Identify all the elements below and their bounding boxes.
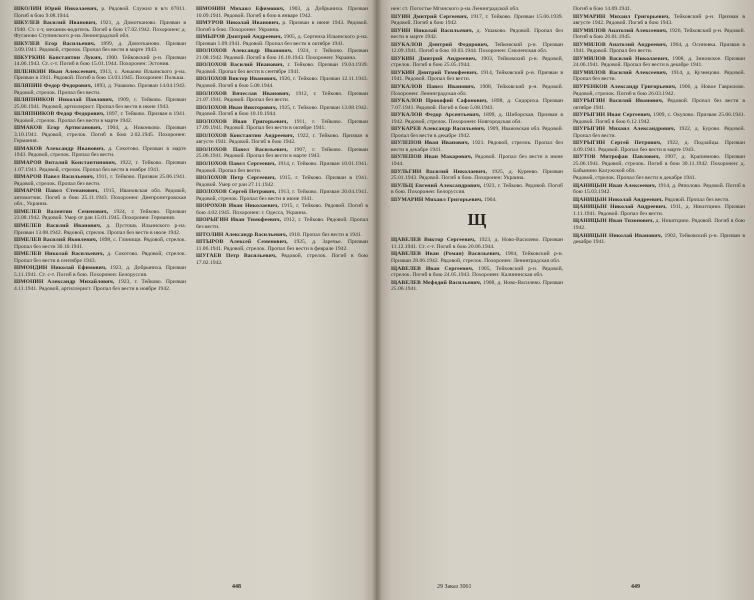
record-name: ШУЛЕПОВ Иван Иванович, (391, 140, 470, 147)
record-text: 1909, с. Окулово. Призван 25.06.1941. Рядовой. Погиб в бою 6.12.1942. (573, 112, 745, 125)
record-name: ШЛЯПНИКОВ Николай Павлович, (14, 97, 114, 104)
record-text: 1903, д. Добрыниха. Призван 10.09.1941. Рядовой. Погиб в бою в январе 1942. (196, 6, 369, 19)
record-entry (14, 174, 186, 187)
record-entry (14, 160, 186, 173)
record-text: 1911, д. Никитцино. Призван 1.11.1941. Рядовой. Пропал без вести. (573, 204, 745, 217)
book-gutter (372, 0, 382, 600)
record-name: ШУМИЛОВ Василий Алексеевич, (573, 69, 668, 76)
record-entry (391, 251, 563, 264)
record-name: ШУЛЬЦ Евгений Александрович, (391, 182, 482, 189)
record-entry (573, 14, 745, 27)
record-name: ЩАВЕЛЕВ Иван (Роман) Васильевич, (391, 251, 501, 258)
record-entry (391, 169, 563, 182)
record-name: ШУМАРИН Михаил Григорьевич, (391, 196, 483, 203)
record-name: ШУРЫГИН Василий Иванович, (573, 98, 664, 105)
record-entry (573, 140, 745, 153)
record-name: ШМЕЛЕВ Василий Иванович, (14, 222, 102, 229)
record-name: ЩАНИЦЫН Николай Иванович, (573, 232, 663, 239)
record-entry (14, 146, 186, 159)
record-entry (196, 91, 368, 104)
record-name: ШУРЫГИН Сергей Петрович, (573, 140, 662, 147)
record-name: ШОЛОХОВ Василий Иванович, (196, 62, 285, 69)
record-text: 1905, д. Сергеиха Ильинского р-на. Призван 1.09.1941. Рядовой. Пропал без вести в октябре 1941. (196, 34, 368, 47)
record-entry (14, 125, 186, 145)
record-entry (391, 28, 563, 41)
record-name: ШКУЛЕВ Василий Иванович, (14, 20, 97, 27)
record-text: 1924, г. Тейково. Призван 21.08.1942. Рядовой. Погиб в бою 16.10.1943. Похоронен: Украина. (196, 48, 369, 61)
record-entry (196, 175, 368, 188)
record-text: 1915, Ивановская обл. Рядовой, автоматчик. Погиб в бою 25.11.1943. Похоронен: Днепропетровская обл., Украина. (14, 188, 187, 208)
record-entry (196, 239, 368, 252)
record-entry (14, 111, 186, 124)
record-entry (573, 56, 745, 69)
record-text: 1904, д. Никонково. Призван 3.10.1941. Рядовой, стрелок. Погиб в бою 2.02.1945. Похоронен: Германия. (14, 125, 186, 145)
record-entry (573, 6, 745, 13)
record-name: ШМЫРОВ Дмитрий Андреевич, (196, 34, 283, 41)
record-text: 1926, Тейковский р-н. Рядовой. Погиб в бою 26.01.1945. (573, 27, 745, 41)
record-entry (391, 140, 563, 153)
record-text: 1897, г. Тейково. Призван в 1941. Рядовой, стрелок. Пропал без вести в марте 1942. (14, 111, 186, 124)
record-text: 1923, д. Добрыниха. Призван 5.11.1941. Ст. с-т. Погиб в бою. Похоронен: Белоруссия. (14, 265, 186, 278)
record-entry (14, 20, 186, 40)
record-name: ШМЕЛЕВ Николай Васильевич, (14, 251, 105, 258)
record-name: ШМОНИН Михаил Ефимович, (196, 6, 285, 12)
record-text: 1898, с. Глинищи. Рядовой, стрелок. Пропал без вести 30.10.1941. (14, 237, 186, 250)
record-entry (14, 279, 186, 292)
record-entry (391, 6, 563, 13)
page-number: 448 (232, 584, 241, 590)
record-text: д. Пустошь Ильинского р-на. Призван 13.08.1942. Рядовой, стрелок. Пропал без вести в июле 1942. (14, 222, 186, 236)
record-entry (14, 69, 186, 82)
record-text: Рядовой. Пропал без вести в июне 1944. (391, 154, 563, 168)
record-name: ШУРЫГИН Иван Сергеевич, (573, 112, 652, 119)
record-entry (391, 126, 563, 139)
record-text: Рядовой. Пропал без вести. (664, 196, 730, 203)
record-name: ШУМИЛОВ Анатолий Андреевич, (573, 41, 668, 48)
record-entry (14, 6, 186, 19)
record-entry (573, 183, 745, 196)
record-entry (14, 97, 186, 110)
record-entry (573, 126, 745, 139)
record-text: 1922, д. Подзайцы. Призван 4.09.1941. Рядовой. Пропал без вести в марте 1943. (573, 140, 745, 153)
record-name: ШОЛОХОВ Петр Сергеевич, (196, 175, 276, 182)
record-entry (14, 223, 186, 236)
record-entry (14, 237, 186, 250)
record-text: 1908, д. Ново-Василево. Призван 25.06.1941. (391, 279, 563, 293)
record-text: 1904, Тейковский р-н. Призван 28.06.1942. Рядовой, стрелок. Похоронен: Ленинградская обл. (391, 251, 563, 264)
record-name: ШУМИЛОВ Анатолий Алексеевич, (573, 27, 668, 34)
record-name: ШТЫРОВ Алексей Семенович, (196, 239, 288, 246)
record-name: ШУТОВ Митрофан Павлович, (573, 154, 661, 161)
record-name: ШОРЫГИН Иван Тимофеевич, (196, 217, 282, 224)
record-entry (196, 34, 368, 47)
record-name: ШУГАЕВ Петр Васильевич, (196, 253, 277, 260)
record-name: ШМУРОВ Николай Иванович, (196, 20, 280, 27)
record-entry (196, 119, 368, 132)
record-text: 1898, д. Сидориха. Призван 7.07.1941. Рядовой. Погиб в бою 5.08.1943. (391, 98, 564, 111)
record-entry (196, 62, 368, 75)
record-text: 1922, г. Тейково. Призван 1.07.1941. Рядовой, стрелок. Пропал без вести в ноябре 1941. (14, 160, 186, 173)
record-text: д. Сокотово. Рядовой, стрелок. Пропал без вести в сентябре 1943. (14, 251, 186, 264)
record-text: 1921, д. Домотканово. Призван в 1940. Ст. с-т, механик-водитель. Погиб в бою 17.02.1942. Похоронен: д. Фуганово Ступинского р-на Ленинградской обл. (14, 20, 186, 40)
record-name: ШЛЯПИН Федор Федорович, (14, 83, 93, 90)
record-entry (573, 28, 745, 41)
record-entry (391, 183, 563, 196)
record-entry (14, 188, 186, 208)
record-text: 1914, д. Кузнецово. Рядовой. Пропал без вести. (573, 69, 745, 83)
record-name: ШУЛЕПОВ Иван Макарович, (391, 154, 473, 161)
record-text: 1908, Тейковский р-н. Рядовой. Похоронен: Ленинградская обл. (391, 84, 563, 97)
record-entry (14, 209, 186, 222)
record-entry (573, 84, 745, 97)
record-text: Рядовой, стрелок. Пропал без вести в декабре 1941. (573, 175, 697, 182)
record-name: ШМАРОВ Виталий Константинович, (14, 160, 117, 167)
record-name: ШУИН Дмитрий Сергеевич, (391, 13, 469, 20)
record-text: Рядовой. Пропал без вести в октябре 1941. (573, 98, 745, 111)
record-name: ШУКИН Дмитрий Тимофеевич, (391, 69, 478, 76)
record-text: Тейковский р-н. Призван 12.09.1941. Погиб в бою 10.03.1944. Похоронен: Смоленская обл. (391, 41, 563, 55)
record-name: ШМАКОВ Александр Иванович, (14, 145, 105, 152)
record-text: 1900. Тейковский р-н. Призван 14.06.1943. Ст. с-т. Погиб в бою 15.01.1944. Похоронен: Эстония. (14, 54, 186, 68)
record-name: ШОЛОХОВ Константин Андреевич, (196, 132, 295, 139)
record-text: Тейковский р-н. Призван в августе 1942. Рядовой. Погиб в бою 1943. (573, 13, 746, 27)
record-text: 1925, д. Заречье. Призван 11.06.1941. Рядовой, стрелок. Пропал без вести в феврале 1942. (196, 239, 368, 252)
record-name: ЩАНИЦЫН Иван Тихонович, (573, 218, 654, 225)
record-text: 1922, д. Бурово. Рядовой. Пропал без вести. (573, 126, 745, 139)
record-entry (391, 98, 563, 111)
record-text: 1922, г. Тейково. Призван в августе 1941. Рядовой. Погиб в бою 1942. (196, 132, 368, 146)
record-text: 1905, Тейковский р-н. Рядовой, стрелок. Погиб в бою 24.05.1943. Похоронен: Калининская обл. (391, 265, 563, 279)
record-name: ШОЛОХОВ Иван Григорьевич, (196, 118, 288, 125)
record-text: 1899, д. Шиборская. Призван в 1942. Рядовой, стрелок. Похоронен: Новгородская обл. (391, 112, 564, 125)
print-order-note: 29 Заказ 3061 (437, 584, 472, 590)
record-text: 1913, г. Тейково. Призван 20.04.1941. Рядовой, стрелок. Пропал без вести в июне 1941. (196, 189, 368, 202)
record-text: 1915, г. Тейково. Призван в 1941. Рядовой. Умер от ран 27.11.1942. (196, 175, 368, 188)
record-name: ШОРОХОВ Иван Николаевич, (196, 203, 279, 210)
record-name: ШМАКОВ Егор Артюганович, (14, 125, 102, 132)
record-entry (573, 175, 745, 182)
record-name: ШОЛОХОВ Павел Сергеевич, (196, 161, 276, 168)
record-entry (573, 154, 745, 174)
record-text: д. Никитцино. Рядовой. Погиб в бою 1942. (573, 218, 745, 231)
record-text: 1913, с. Аньково Ильинского р-на. Призван в 1941. Рядовой. Погиб в бою 13.03.1945. Похоронен: Польша. (14, 68, 187, 82)
record-name: ЩАВЕЛЕВ Мефодий Васильевич, (391, 279, 482, 286)
record-text: 1923, д. Ново-Василево. Призван 11.12.1941. Ст. с-т. Погиб в бою 20.06.1944. (391, 237, 563, 250)
record-name: ШОЛОХОВ Иван Викторович, (196, 104, 278, 111)
record-entry (196, 133, 368, 146)
record-name: ШУЛЬГИН Василий Николаевич, (391, 168, 488, 175)
record-entry (196, 161, 368, 174)
record-text: 1909, Ивановская обл. Рядовой. Пропал без вести в декабре 1942. (391, 126, 563, 139)
record-entry (391, 56, 563, 69)
record-name: ШУКАЛОВ Павел Иванович, (391, 84, 476, 91)
record-text: 1893, д. Ушаково. Призван 14.04.1943. Рядовой, стрелок. Пропал без вести. (14, 83, 186, 96)
record-entry (196, 76, 368, 89)
record-text: 1921. Рядовой, стрелок. Пропал без вести в декабре 1941. (391, 140, 563, 153)
record-name: ШМАРОВ Павел Степанович, (14, 188, 100, 195)
record-text: 1923, г. Тейково. Рядовой. Погиб в бою. Похоронен: Белоруссия. (391, 182, 564, 196)
right-page-column-1 (391, 6, 563, 294)
record-name: ШУРЫГИН Михаил Александрович, (573, 126, 676, 133)
record-entry (573, 42, 745, 55)
record-text: 1911, г. Тейково. Призван 25.06.1941. Рядовой, стрелок. Пропал без вести. (14, 174, 186, 187)
record-name: ШКУЛЕВ Егор Васильевич, (14, 40, 96, 47)
right-page (377, 0, 754, 600)
record-text: Погиб в бою 14.09.1941. (573, 6, 632, 12)
record-name: ШЛЯПНИКОВ Федор Федорович, (14, 111, 105, 118)
record-text: 1903, Тейковский р-н. Рядовой, стрелок. Погиб в бою 25.05.1944. (391, 55, 563, 69)
record-entry (14, 55, 186, 68)
record-entry (391, 197, 563, 204)
record-entry (573, 233, 745, 246)
record-text: 1912, г. Тейково. Призван 21.07.1941. Рядовой. Пропал без вести. (196, 90, 368, 104)
record-entry (391, 70, 563, 83)
page-number: 449 (631, 584, 640, 590)
record-name: ШТОЛИН Александр Васильевич, (196, 231, 288, 238)
record-name: ЩАНИЦЫН Иван Алексеевич, (573, 182, 657, 189)
record-name: ШУКАЛОВ Прокофий Сафонович, (391, 98, 488, 105)
record-name: ШОЛОХОВ Павел Васильевич, (196, 146, 288, 153)
record-text: р. Призван в июне 1943. Рядовой. Погиб в бою. Похоронен: Украина. (196, 20, 368, 33)
record-text: 1902, Тейковский р-н. Призван в декабре 1941. (573, 232, 746, 246)
record-text: нен: ст. Погостье Мгинского р-на Ленинградской обл. (391, 6, 520, 12)
record-name: ЩАНИЦЫН Николай Андреевич, (573, 196, 664, 203)
record-name: ЩАНИЦЫН Николай Андреевич, (573, 204, 667, 211)
record-text: 1918. Пропал без вести в 1941. (288, 231, 363, 238)
record-entry (14, 41, 186, 54)
record-text: 1907, г. Тейково. Призван 25.06.1941. Рядовой. Пропал без вести в марте 1943. (196, 146, 368, 160)
record-entry (391, 280, 563, 293)
record-name: ШМОНДИН Николай Ефимович, (14, 265, 107, 272)
record-entry (391, 237, 563, 250)
record-entry (391, 266, 563, 279)
record-text: 1908, д. Зиновское. Призван 24.06.1941. Рядовой. Пропал без вести в декабре 1941. (573, 55, 746, 69)
record-text: 1912, г. Тейково. Рядовой. Пропал без вести. (196, 217, 368, 230)
record-text: 1925, г. Тейково. Призван 13.08.1942. Рядовой. Погиб в бою 10.10.1944. (196, 104, 368, 118)
record-name: ШКУРКИН Константин Лукич, (14, 54, 103, 61)
right-page-column-2 (573, 6, 745, 247)
record-entry (196, 105, 368, 118)
record-name: ШУКИН Дмитрий Андреевич, (391, 55, 477, 62)
record-entry (196, 20, 368, 33)
record-name: ШУРЕНКОВ Александр Григорьевич, (573, 84, 677, 91)
record-text: 1904, д. Осиновка. Призван в 1941. Рядовой. Пропал без вести. (573, 41, 745, 55)
record-entry (573, 112, 745, 125)
record-text: д. Ушаково. Рядовой. Пропал без вести в марте 1942. (391, 27, 563, 41)
record-entry (196, 6, 368, 19)
record-name: ШМОНИН Александр Михайлович, (14, 279, 115, 286)
record-entry (391, 14, 563, 27)
record-text: 1914, г. Тейково. Призван 10.01.1941. Рядовой. Пропал без вести. (196, 161, 368, 174)
record-name: ЩАВЕЛЕВ Виктор Сергеевич, (391, 237, 476, 244)
record-name: ШМЕЛЕВ Валентин Семенович, (14, 208, 109, 215)
left-page-column-1 (14, 6, 186, 293)
record-name: ШУИН Николай Васильевич, (391, 27, 474, 34)
record-name: ШКОЛИН Юрий Николаевич, (14, 6, 99, 12)
record-entry (391, 42, 563, 55)
record-text: 1925, д. Куреево. Призван 25.01.1943. Рядовой. Погиб в бою. Похоронен: Украина. (391, 168, 563, 182)
record-text: г. Тейково. Призван 19.04.1939. Рядовой. Пропал без вести в сентябре 1941. (196, 62, 368, 75)
record-entry (196, 232, 368, 239)
record-entry (573, 218, 745, 231)
record-text: 1899, д. Домотканово. Призван 3.09.1941. Рядовой, стрелок. Пропал без вести в марте 1943. (14, 40, 186, 54)
record-name: ШУМАРИН Михаил Григорьевич, (573, 13, 670, 20)
record-name: ШОЛОХОВ Александр Иванович, (196, 48, 293, 55)
record-name: ШУМИЛОВ Василий Николаевич, (573, 55, 669, 62)
record-name: ШОЛОХОВ Вячеслав Иванович, (196, 90, 291, 97)
record-entry (391, 112, 563, 125)
record-name: ШУКАРЕВ Александр Васильевич, (391, 126, 486, 133)
record-text: 1907, д. Крапивново. Призван 25.06.1941. Рядовой, стрелок. Погиб в бою 30.11.1942. Похоронен: д. Бабынино Калужской обл. (573, 154, 745, 174)
record-entry (573, 98, 745, 111)
record-entry (14, 265, 186, 278)
left-page-column-2 (196, 6, 368, 267)
record-text: 1911, г. Тейково. Призван 17.09.1941. Рядовой. Пропал без вести в октябре 1941. (196, 118, 368, 132)
record-entry (196, 253, 368, 266)
record-text: 1904. (484, 196, 497, 203)
record-text: р. Рядовой. Служил в в/ч 07011. Погиб в бою 9.08.1944. (14, 6, 186, 19)
record-text: 1914, Тейковский р-н. Призван в 1941. Рядовой. Пропал без вести. (391, 69, 563, 83)
record-text: 1917, г. Тейково. Призван 15.06.1939. Рядовой. Погиб в бою 1942. (391, 13, 564, 27)
record-text: Рядовой, стрелок. Погиб в бою 17.02.1942. (196, 253, 369, 266)
record-text: 1914, д. Ряполово. Рядовой. Погиб в бою 15.03.1942. (573, 182, 745, 196)
record-text: д. Сокотово. Призван в марте 1943. Рядовой, стрелок. Пропал без вести. (14, 145, 186, 159)
record-name: ШУКАЛОВ Дмитрий Федорович, (391, 41, 489, 48)
record-entry (196, 217, 368, 230)
record-text: 1915, г. Тейково. Рядовой. Погиб в бою 4.02.1945. Похоронен: г. Одесса, Украина. (196, 203, 368, 216)
record-text: 1906, д. Новое Гаврилово. Рядовой, стрелок. Погиб в бою 26.03.1942. (573, 84, 745, 97)
record-entry (391, 84, 563, 97)
record-entry (14, 251, 186, 264)
record-entry (573, 197, 745, 204)
record-text: 1909, г. Тейково. Призван 25.06.1941. Рядовой, артиллерист. Пропал без вести в июне 1943. (14, 97, 186, 110)
record-entry (196, 48, 368, 61)
record-entry (196, 147, 368, 160)
record-text: 1923, г. Тейково. Призван 4.11.1941. Рядовой, артиллерист. Пропал без вести в ноябре 1942. (14, 279, 186, 292)
record-name: ШОЛОХОВ Виктор Иванович, (196, 76, 278, 83)
section-letter: Щ (467, 210, 487, 230)
record-name: ШОЛОХОВ Сергей Петрович, (196, 189, 277, 196)
record-entry (196, 203, 368, 216)
record-name: ЩАВЕЛЕВ Иван Сергеевич, (391, 265, 474, 272)
record-name: ШМАРОВ Павел Васильевич, (14, 174, 95, 181)
record-entry (196, 189, 368, 202)
record-text: 1924, г. Тейково. Призван 23.08.1942. Рядовой. Умер от ран 15.01.1945. Похоронен: Германия. (14, 208, 186, 222)
record-name: ШЛЕНКИН Иван Алексеевич, (14, 68, 98, 75)
record-name: ШМЕЛЕВ Василий Яковлевич, (14, 237, 98, 244)
record-entry (391, 154, 563, 167)
record-entry (573, 204, 745, 217)
record-entry (573, 70, 745, 83)
record-text: 1926, г. Тейково. Призван 12.11.1943. Рядовой. Погиб в бою 5.08.1944. (196, 76, 368, 90)
record-entry (14, 83, 186, 96)
record-name: ШУКАЛОВ Федор Арсентьевич, (391, 112, 481, 119)
